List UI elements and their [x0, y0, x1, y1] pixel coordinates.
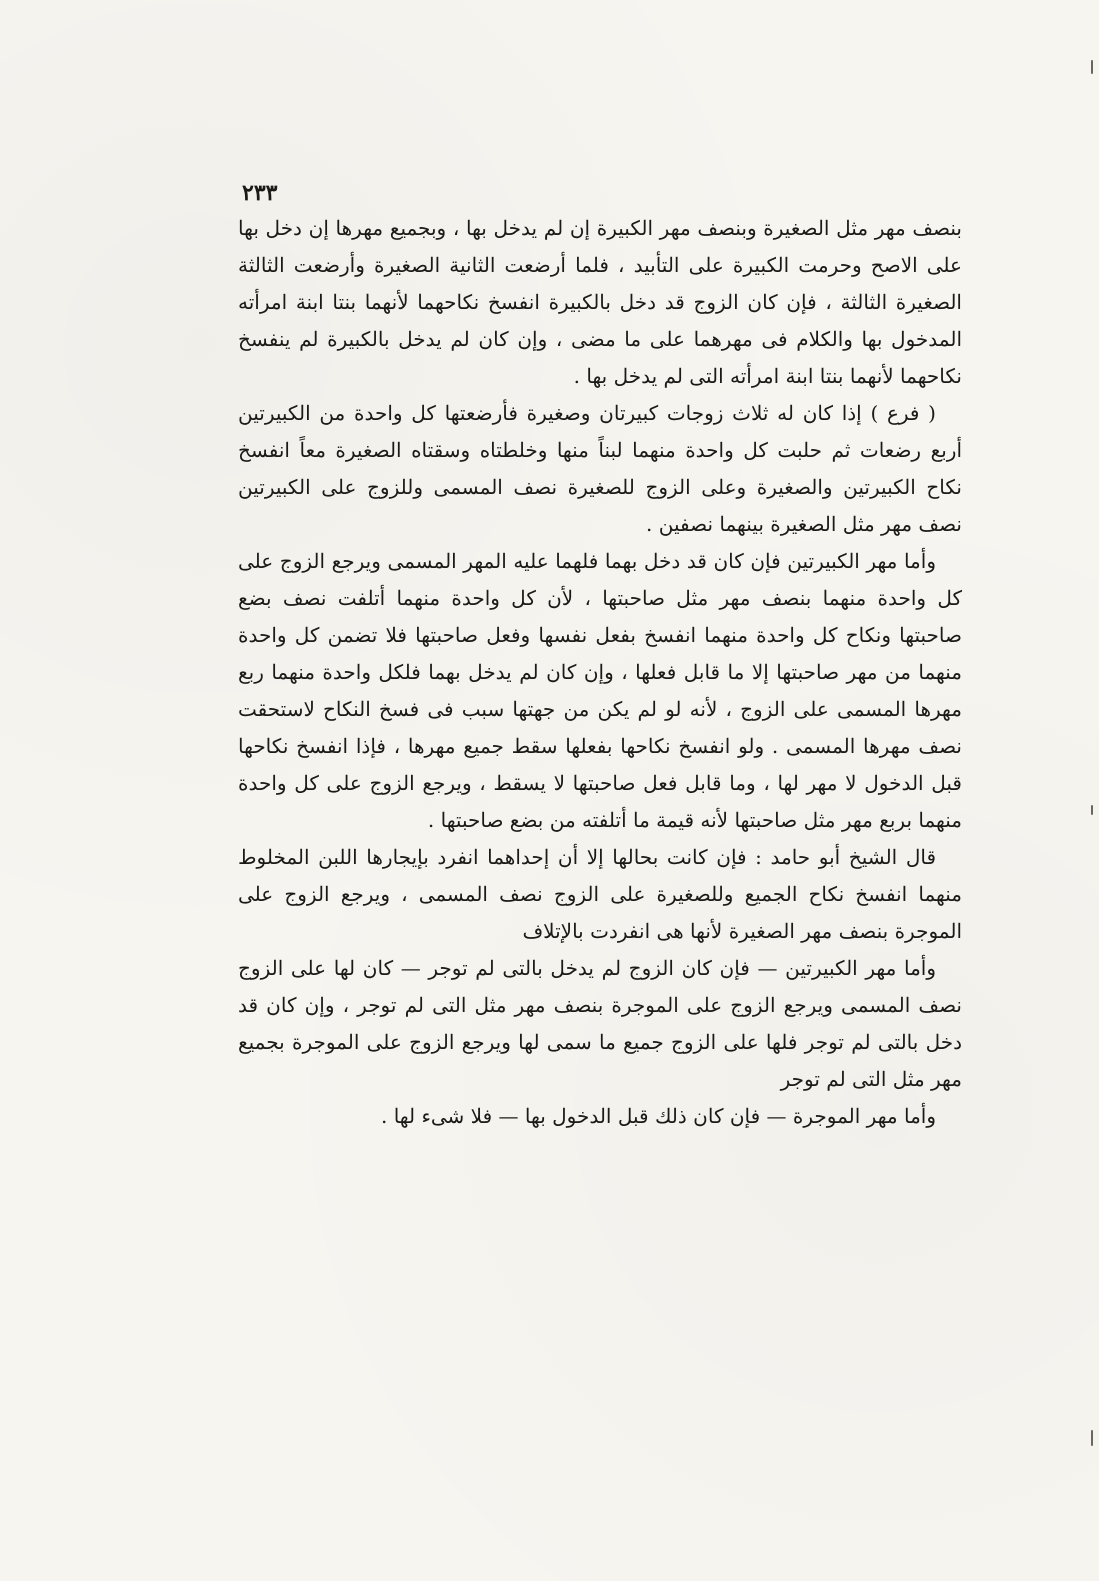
- paragraph-5: وأما مهر الكبيرتين — فإن كان الزوج لم يدخل بالتى لم توجر — كان لها على الزوج نصف المسمى ويرجع الزوج على الموجرة بنصف مهر مثل التى لم توجر ، وإن كان قد دخل بالتى لم توجر فلها على الزوج جميع ما سمى لها ويرجع الزوج على الموجرة بجميع مهر مثل التى لم توجر: [238, 956, 962, 1091]
- paragraph-1: بنصف مهر مثل الصغيرة وبنصف مهر الكبيرة إن لم يدخل بها ، وبجميع مهرها إن دخل بها على الاصح وحرمت الكبيرة على التأبيد ، فلما أرضعت الثانية الصغيرة وأرضعت الثالثة الصغيرة الثالثة ، فإن كان الزوج قد دخل بالكبيرة انفسخ نكاحهما لأنهما بنتا ابنة امرأته المدخول بها والكلام فى مهرهما على ما مضى ، وإن كان لم يدخل بالكبيرة لم ينفسخ نكاحهما لأنهما بنتا ابنة امرأته التى لم يدخل بها .: [238, 216, 962, 388]
- page-number: ٢٣٣: [242, 180, 278, 206]
- paragraph-3: وأما مهر الكبيرتين فإن كان قد دخل بهما فلهما عليه المهر المسمى ويرجع الزوج على كل واحدة منهما بنصف مهر مثل صاحبتها ، لأن كل واحدة منهما أتلفت نصف بضع صاحبتها ونكاح كل واحدة منهما انفسخ بفعل نفسها وفعل صاحبتها فلا تضمن كل واحدة منهما من مهر صاحبتها إلا ما قابل فعلها ، وإن كان لم يدخل بهما فلكل واحدة منهما ربع مهرها المسمى على الزوج ، لأنه لو لم يكن من جهتها سبب فى فسخ النكاح لاستحقت نصف مهرها المسمى . ولو انفسخ نكاحها بفعلها سقط جميع مهرها ، فإذا انفسخ نكاحها قبل الدخول لا مهر لها ، وما قابل فعل صاحبتها لا يسقط ، ويرجع الزوج على كل واحدة منهما بربع مهر مثل صاحبتها لأنه قيمة ما أتلفته من بضع صاحبتها .: [238, 549, 962, 832]
- scan-edge-mark-top: [1091, 60, 1093, 74]
- paragraph-4: قال الشيخ أبو حامد : فإن كانت بحالها إلا أن إحداهما انفرد بإيجارها اللبن المخلوط منهما انفسخ نكاح الجميع وللصغيرة على الزوج نصف المسمى ، ويرجع الزوج على الموجرة بنصف مهر الصغيرة لأنها هى انفردت بالإتلاف: [238, 845, 962, 943]
- paragraph-2: ( فرع ) إذا كان له ثلاث زوجات كبيرتان وصغيرة فأرضعتها كل واحدة من الكبيرتين أربع رضعات ثم حلبت كل واحدة منهما لبناً منها وخلطتاه وسقتاه الصغيرة معاً انفسخ نكاح الكبيرتين والصغيرة وعلى الزوج للصغيرة نصف المسمى وللزوج على الكبيرتين نصف مهر مثل الصغيرة بينهما نصفين .: [238, 401, 962, 536]
- scan-edge-mark-middle: [1091, 805, 1093, 815]
- paragraph-6: وأما مهر الموجرة — فإن كان ذلك قبل الدخول بها — فلا شىء لها .: [381, 1104, 936, 1128]
- scan-edge-mark-bottom: [1091, 1430, 1093, 1446]
- page-body-text: [238, 210, 962, 1135]
